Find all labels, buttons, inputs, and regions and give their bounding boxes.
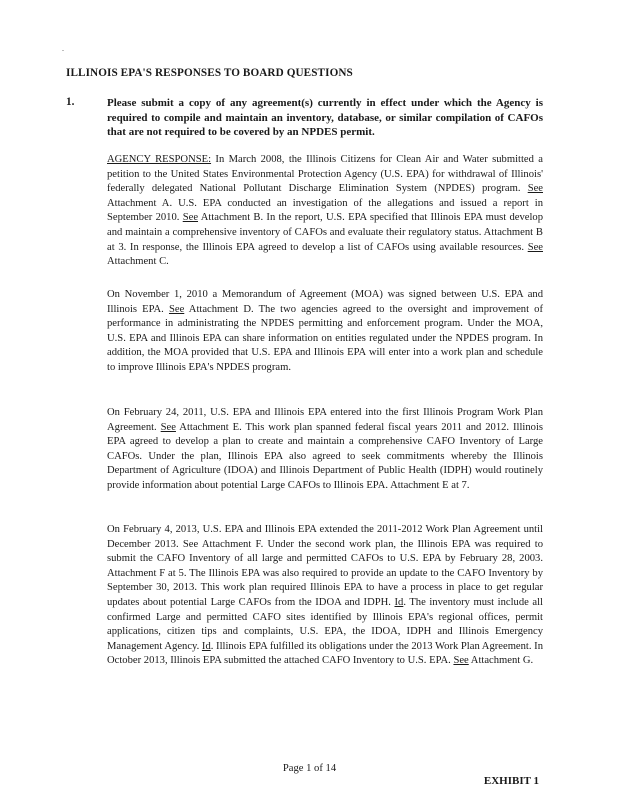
p4-id-1: Id <box>394 596 404 608</box>
p4-text-2: . The inventory must include all confirmed Large and permitted CAFO sites identified by Illinois EPA's regional offices, permit applications, citizen tips and complaints, U.S. EPA, the IDOA, IDPH and Illinois Emergency Management Agency. <box>107 596 543 652</box>
p4-text-1: On February 4, 2013, U.S. EPA and Illinois EPA extended the 2011-2012 Work Plan Agreement until December 2013. See Attachment F. Under the second work plan, the Illinois EPA was required to submit the CAFO Inventory of all large and permitted CAFOs to U.S. EPA by February 28, 2003. Attachment F at 5. The Illinois EPA was also required to provide an update to the CAFO Inventory by September 30, 2013. This work plan required Illinois EPA to have a process in place to get regular updates about potential Large CAFOs from the IDOA and IDPH. <box>107 524 543 608</box>
p3-text-2: Attachment E. This work plan spanned federal fiscal years 2011 and 2012. Illinois EPA agreed to develop a plan to create and maintain a comprehensive CAFO Inventory of Large CAFOs. Under the plan, Illinois EPA also agreed to seek commitments whereby the Illinois Department of Agriculture (IDOA) and Illinois Department of Public Health (IDPH) would routinely provide information about potential Large CAFOs to Illinois EPA. Attachment E at 7. <box>107 421 544 491</box>
response-paragraph-4 <box>107 523 543 669</box>
p4-text-4: Attachment G. <box>468 655 534 667</box>
p1-text-3: Attachment B. In the report, U.S. EPA specified that Illinois EPA must develop and maintain a comprehensive inventory of CAFOs and evaluate their regulatory status. Attachment B at 3. In response, the Illinois EPA agreed to develop a list of CAFOs using available resources. <box>107 212 544 253</box>
p2-see-1: See <box>168 303 185 315</box>
p4-see-1: See <box>453 655 469 667</box>
p2-text-2: Attachment D. The two agencies agreed to the oversight and improvement of performance in administrating the NPDES permitting and enforcement program. Under the MOA, U.S. EPA and Illinois EPA can share information on entities regulated under the NPDES program. In addition, the MOA provided that U.S. EPA and Illinois EPA will enter into a work plan and schedule to improve Illinois EPA's NPDES program. <box>107 303 543 373</box>
p2-text-1: On November 1, 2010 a Memorandum of Agreement (MOA) was signed between U.S. EPA and Illinois EPA. <box>107 289 543 315</box>
p1-see-2: See <box>182 212 199 224</box>
p1-see-1: See <box>527 183 543 195</box>
page-mark: . <box>62 44 64 53</box>
p3-see-1: See <box>160 421 176 433</box>
response-paragraph-3 <box>107 406 543 494</box>
p1-text-4: Attachment C. <box>107 256 169 268</box>
question-number: 1. <box>66 96 75 108</box>
p1-text-2: Attachment A. U.S. EPA conducted an investigation of the allegations and issued a report in September 2010. <box>107 197 543 224</box>
response-paragraph-2 <box>107 288 543 376</box>
p4-text-3: . Illinois EPA fulfilled its obligations under the 2013 Work Plan Agreement. In October 2013, Illinois EPA submitted the attached CAFO Inventory to U.S. EPA. <box>107 640 543 667</box>
page-number: Page 1 of 14 <box>282 763 337 774</box>
p1-see-3: See <box>527 241 543 253</box>
p1-text-1: In March 2008, the Illinois Citizens for Clean Air and Water submitted a petition to the United States Environmental Protection Agency (U.S. EPA) for withdrawal of Illinois' federally delegated National Pollutant Discharge Elimination System (NPDES) program. <box>107 154 543 195</box>
agency-response-label: AGENCY RESPONSE: <box>107 154 212 165</box>
p3-text-1: On February 24, 2011, U.S. EPA and Illinois EPA entered into the first Illinois Program Work Plan Agreement. <box>107 407 543 433</box>
question-text: Please submit a copy of any agreement(s) currently in effect under which the Agency is required to compile and maintain an inventory, database, or similar compilation of CAFOs that are not required to be covered by an NPDES permit. <box>107 97 543 138</box>
p4-id-2: Id <box>201 640 211 652</box>
page-heading: ILLINOIS EPA'S RESPONSES TO BOARD QUESTIONS <box>66 67 353 79</box>
response-paragraph-1 <box>107 153 543 270</box>
exhibit-label: EXHIBIT 1 <box>483 775 539 787</box>
